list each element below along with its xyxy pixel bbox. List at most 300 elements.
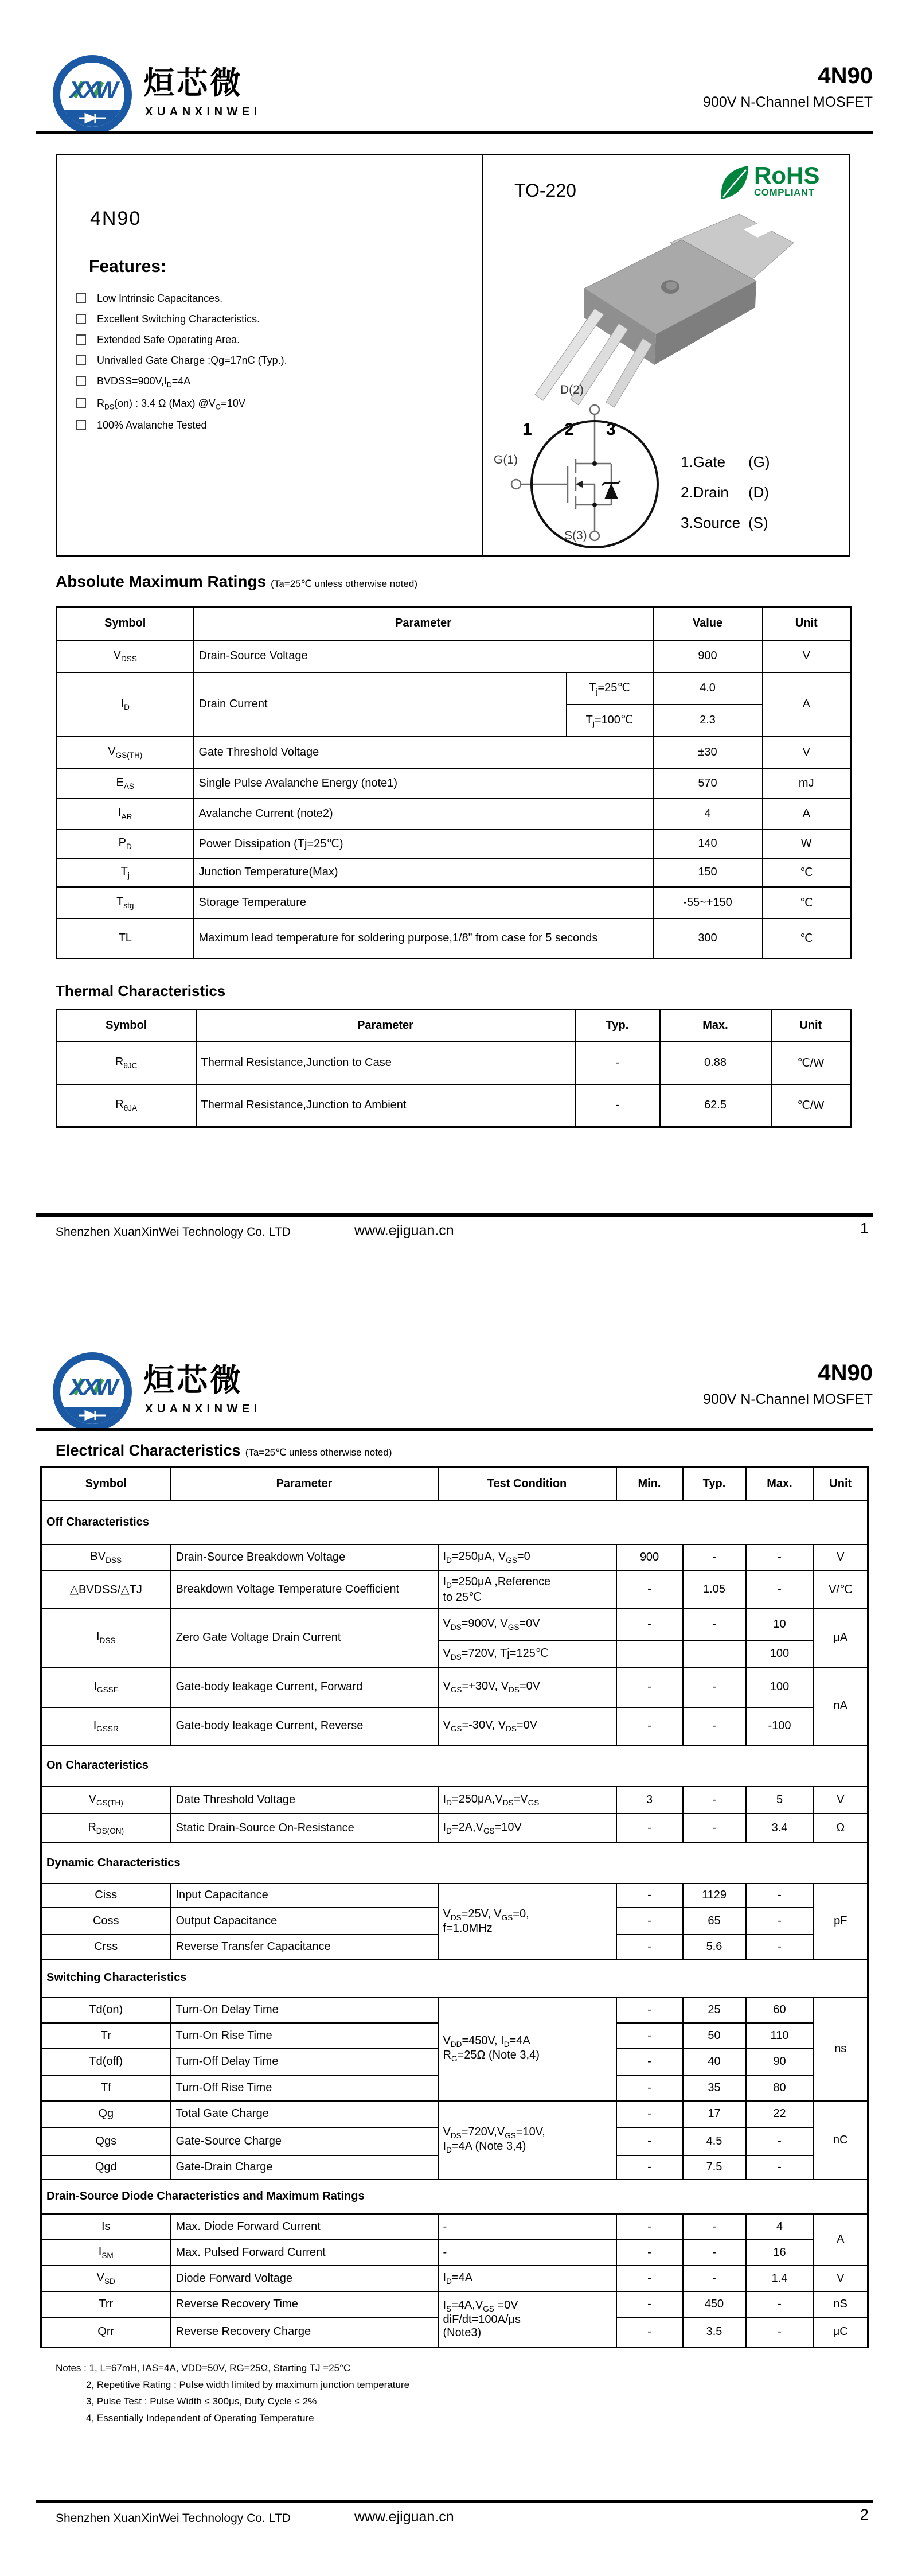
tl-value: 300	[653, 919, 763, 959]
bvdss-max: -	[746, 1544, 814, 1571]
rthjc-max: 0.88	[660, 1041, 771, 1084]
eas-value: 570	[653, 769, 763, 799]
gate-label: G(1)	[494, 453, 518, 466]
qrr-max: -	[746, 2317, 814, 2348]
vgsth-symbol: $V_{GS(TH)}$	[57, 737, 194, 769]
table-row	[57, 640, 851, 672]
trr-symbol: Trr	[41, 2291, 171, 2317]
col-min: Min.	[616, 1467, 683, 1501]
idss-typ-2	[683, 1641, 746, 1667]
igssf-parameter: Gate-body leakage Current, Forward	[171, 1667, 438, 1707]
charge-condition: $V_{DS}=720V,V_{GS}=10V$, $I_D=4A$ (Note 3,4)	[438, 2101, 616, 2180]
qgs-max: -	[746, 2127, 814, 2155]
qrr-min: -	[616, 2317, 683, 2348]
feature-item	[76, 355, 287, 367]
table-row	[41, 2240, 868, 2266]
rdson-condition: $I_D=2A,V_{GS}=10V$	[438, 1814, 616, 1843]
coss-max: -	[746, 1908, 814, 1935]
tdon-max: 60	[746, 1997, 814, 2023]
table-row	[57, 858, 851, 887]
ism-symbol: $I_{SM}$	[41, 2240, 171, 2266]
note-line: 2, Repetitive Rating : Pulse width limited by maximum junction temperature	[86, 2379, 410, 2390]
tdon-min: -	[616, 1997, 683, 2023]
elec-title-note: (Ta=25℃ unless otherwise noted)	[245, 1447, 392, 1458]
bvtc-typ: 1.05	[683, 1571, 746, 1609]
col-test-condition: Test Condition	[438, 1467, 616, 1501]
tf-min: -	[616, 2075, 683, 2101]
vsd-min: -	[616, 2266, 683, 2291]
tr-typ: 50	[683, 2023, 746, 2049]
bvdss-parameter: Drain-Source Breakdown Voltage	[171, 1544, 438, 1571]
tf-max: 80	[746, 2075, 814, 2101]
checkbox-icon	[76, 355, 86, 365]
crss-min: -	[616, 1935, 683, 1959]
brand-name-cn: 烜芯微	[143, 1363, 243, 1398]
header-rule	[36, 131, 873, 134]
vsd-parameter: Diode Forward Voltage	[171, 2266, 438, 2291]
tstg-unit: ℃	[763, 887, 851, 919]
tr-max: 110	[746, 2023, 814, 2049]
checkbox-icon	[76, 376, 86, 386]
part-number: 4N90	[818, 1360, 873, 1386]
feature-item	[76, 398, 287, 411]
checkbox-icon	[76, 314, 86, 324]
col-max: Max.	[660, 1010, 771, 1041]
diode-icon	[77, 112, 108, 124]
feature-item	[76, 334, 287, 346]
is-typ: -	[683, 2214, 746, 2240]
vdss-parameter: Drain-Source Voltage	[194, 640, 653, 672]
table-row	[41, 2266, 868, 2291]
bvtc-symbol: △BVDSS/△TJ	[41, 1571, 171, 1609]
rdson-min: -	[616, 1814, 683, 1843]
brand-name-en: XUANXINWEI	[145, 1403, 261, 1415]
tdoff-typ: 40	[683, 2049, 746, 2075]
col-parameter: Parameter	[196, 1010, 575, 1041]
ism-condition: -	[438, 2240, 616, 2266]
section-dynamic-characteristics: Dynamic Characteristics	[41, 1843, 868, 1884]
diode-current-unit: A	[814, 2214, 868, 2266]
id-cond-25: $T_j=25℃$	[567, 672, 653, 705]
rdson-parameter: Static Drain-Source On-Resistance	[171, 1814, 438, 1843]
qgd-typ: 7.5	[683, 2155, 746, 2180]
idss-max-2: 100	[746, 1641, 814, 1667]
rdson-typ: -	[683, 1814, 746, 1843]
page-2	[0, 1288, 910, 2576]
table-row	[57, 672, 851, 705]
vdss-symbol: $V_{DSS}$	[57, 640, 194, 672]
footer-rule	[36, 1213, 873, 1217]
table-row	[41, 1544, 868, 1571]
coss-typ: 65	[683, 1908, 746, 1935]
qg-max: 22	[746, 2101, 814, 2127]
id-cond-100: $T_j=100℃$	[567, 705, 653, 737]
vdss-value: 900	[653, 640, 763, 672]
vgsth-min: 3	[616, 1787, 683, 1814]
bvtc-parameter: Breakdown Voltage Temperature Coefficient	[171, 1571, 438, 1609]
electrical-table	[40, 1466, 869, 2348]
iar-symbol: $I_{AR}$	[57, 799, 194, 830]
coss-min: -	[616, 1908, 683, 1935]
table-row	[41, 1707, 868, 1745]
checkbox-icon	[76, 420, 86, 430]
feature-text: $R_{DS}(on)$ : 3.4 Ω (Max) $@V_G=10V$	[97, 397, 245, 411]
bvtc-min: -	[616, 1571, 683, 1609]
logo-abbr: XXW	[69, 1373, 116, 1400]
table-header-row	[41, 1467, 868, 1501]
table-row	[41, 1814, 868, 1843]
qgd-min: -	[616, 2155, 683, 2180]
igssf-symbol: $I_{GSSF}$	[41, 1667, 171, 1707]
pin-tag: (D)	[748, 484, 770, 501]
is-symbol: Is	[41, 2214, 171, 2240]
section-row	[41, 1745, 868, 1787]
igssr-parameter: Gate-body leakage Current, Reverse	[171, 1707, 438, 1745]
ciss-symbol: Ciss	[41, 1884, 171, 1908]
pin-tag: (S)	[748, 514, 768, 531]
col-parameter: Parameter	[171, 1467, 438, 1501]
rthjc-parameter: Thermal Resistance,Junction to Case	[196, 1041, 575, 1084]
footer-rule	[36, 2500, 873, 2503]
tdoff-max: 90	[746, 2049, 814, 2075]
table-row	[41, 1997, 868, 2023]
iar-value: 4	[653, 799, 763, 830]
section-off-characteristics: Off Characteristics	[41, 1501, 868, 1544]
qgd-parameter: Gate-Drain Charge	[171, 2155, 438, 2180]
rdson-unit: Ω	[814, 1814, 868, 1843]
bvdss-unit: V	[814, 1544, 868, 1571]
thermal-title: Thermal Characteristics	[56, 982, 226, 999]
tj-unit: ℃	[763, 858, 851, 887]
table-row	[57, 769, 851, 799]
qg-parameter: Total Gate Charge	[171, 2101, 438, 2127]
vgsth-unit: V	[814, 1787, 868, 1814]
vsd-max: 1.4	[746, 2266, 814, 2291]
feature-text: 100% Avalanche Tested	[97, 419, 207, 431]
crss-max: -	[746, 1935, 814, 1959]
col-typ: Typ.	[683, 1467, 746, 1501]
brand-name-en: XUANXINWEI	[145, 106, 261, 118]
table-header-row	[57, 607, 851, 640]
recovery-condition: $I_S=4A,V_{GS} =0V$ diF/dt=100A/μs (Note3)	[438, 2291, 616, 2348]
igssf-typ: -	[683, 1667, 746, 1707]
vgsth-parameter: Date Threshold Voltage	[171, 1787, 438, 1814]
tdoff-symbol: Td(off)	[41, 2049, 171, 2075]
vgsth-max: 5	[746, 1787, 814, 1814]
header-rule	[36, 1428, 873, 1431]
note-line: 4, Essentially Independent of Operating Temperature	[86, 2412, 314, 2423]
qgd-symbol: Qgd	[41, 2155, 171, 2180]
switching-unit: ns	[814, 1997, 868, 2101]
pin-list-item	[681, 453, 770, 471]
id-value-100: 2.3	[653, 705, 763, 737]
features-list	[76, 293, 287, 440]
rohs-subtitle: COMPLIANT	[754, 186, 815, 198]
pd-value: 140	[653, 830, 763, 858]
section-row	[41, 1501, 868, 1544]
vsd-symbol: $V_{SD}$	[41, 2266, 171, 2291]
vsd-condition: $I_D=4A$	[438, 2266, 616, 2291]
idss-typ-1: -	[683, 1609, 746, 1641]
feature-item	[76, 313, 287, 325]
bvdss-typ: -	[683, 1544, 746, 1571]
leaf-icon	[717, 164, 751, 202]
vdss-unit: V	[763, 640, 851, 672]
section-on-characteristics: On Characteristics	[41, 1745, 868, 1787]
rthjc-symbol: $R_{\theta JC}$	[57, 1041, 196, 1084]
tdon-symbol: Td(on)	[41, 1997, 171, 2023]
vgsth-unit: V	[763, 737, 851, 769]
switching-condition: $V_{DD}=450V$, $I_D=4A$ $R_G=25\Omega$ (Note 3,4)	[438, 1997, 616, 2101]
bvdss-min: 900	[616, 1544, 683, 1571]
igssf-max: 100	[746, 1667, 814, 1707]
rthjc-typ: -	[575, 1041, 660, 1084]
checkbox-icon	[76, 334, 86, 345]
coss-parameter: Output Capacitance	[171, 1908, 438, 1935]
charge-unit: nC	[814, 2101, 868, 2180]
tj-value: 150	[653, 858, 763, 887]
is-min: -	[616, 2214, 683, 2240]
rthja-symbol: $R_{\theta JA}$	[57, 1084, 196, 1127]
abs-max-title	[56, 573, 417, 591]
trr-unit: nS	[814, 2291, 868, 2317]
table-row	[41, 1571, 868, 1609]
rdson-symbol: $R_{DS(ON)}$	[41, 1814, 171, 1843]
vgsth-condition: $I_D=250\mu A,V_{DS}=V_{GS}$	[438, 1787, 616, 1814]
brand-name-cn: 烜芯微	[143, 66, 243, 100]
footer-company: Shenzhen XuanXinWei Technology Co. LTD	[56, 1225, 291, 1239]
rdson-max: 3.4	[746, 1814, 814, 1843]
bvtc-unit: V/℃	[814, 1571, 868, 1609]
idss-unit: μA	[814, 1609, 868, 1667]
qrr-parameter: Reverse Recovery Charge	[171, 2317, 438, 2348]
tf-typ: 35	[683, 2075, 746, 2101]
col-typ: Typ.	[575, 1010, 660, 1041]
id-parameter: Drain Current	[194, 672, 567, 737]
checkbox-icon	[76, 398, 86, 408]
drain-label: D(2)	[560, 383, 584, 396]
rohs-badge	[717, 164, 819, 202]
idss-max-1: 10	[746, 1609, 814, 1641]
idss-min-1: -	[616, 1609, 683, 1641]
rthja-unit: ℃/W	[771, 1084, 851, 1127]
capacitance-condition: $V_{DS}=25V$, $V_{GS}=0$, f=1.0MHz	[438, 1884, 616, 1959]
trr-max: -	[746, 2291, 814, 2317]
pd-symbol: $P_D$	[57, 830, 194, 858]
table-row	[41, 1609, 868, 1641]
iar-parameter: Avalanche Current (note2)	[194, 799, 653, 830]
footer-company: Shenzhen XuanXinWei Technology Co. LTD	[56, 2512, 291, 2525]
overview-part-number: 4N90	[90, 208, 142, 229]
table-row	[41, 2101, 868, 2127]
table-row	[57, 799, 851, 830]
footer-website: www.ejiguan.cn	[354, 1223, 454, 1239]
eas-symbol: $E_{AS}$	[57, 769, 194, 799]
idss-min-2	[616, 1641, 683, 1667]
checkbox-icon	[76, 293, 86, 303]
bvtc-max: -	[746, 1571, 814, 1609]
feature-item	[76, 375, 287, 389]
table-row	[41, 2214, 868, 2240]
tdon-typ: 25	[683, 1997, 746, 2023]
tj-parameter: Junction Temperature(Max)	[194, 858, 653, 887]
ism-min: -	[616, 2240, 683, 2266]
is-max: 4	[746, 2214, 814, 2240]
ism-parameter: Max. Pulsed Forward Current	[171, 2240, 438, 2266]
rthja-typ: -	[575, 1084, 660, 1127]
vgsth-parameter: Gate Threshold Voltage	[194, 737, 653, 769]
ciss-max: -	[746, 1884, 814, 1908]
id-value-25: 4.0	[653, 672, 763, 705]
feature-text: Extended Safe Operating Area.	[97, 334, 240, 345]
vgsth-typ: -	[683, 1787, 746, 1814]
tstg-value: -55~+150	[653, 887, 763, 919]
tf-parameter: Turn-Off Rise Time	[171, 2075, 438, 2101]
bvdss-symbol: $BV_{DSS}$	[41, 1544, 171, 1571]
qg-min: -	[616, 2101, 683, 2127]
table-row	[57, 887, 851, 919]
qgs-min: -	[616, 2127, 683, 2155]
qrr-symbol: Qrr	[41, 2317, 171, 2348]
col-symbol: Symbol	[41, 1467, 171, 1501]
idss-condition-2: $V_{DS}=720V$, Tj=125℃	[438, 1641, 616, 1667]
igssr-max: -100	[746, 1707, 814, 1745]
col-symbol: Symbol	[57, 1010, 196, 1041]
ism-max: 16	[746, 2240, 814, 2266]
bvtc-condition: $I_D=250\mu A$ ,Reference to 25℃	[438, 1571, 616, 1609]
igssf-min: -	[616, 1667, 683, 1707]
trr-parameter: Reverse Recovery Time	[171, 2291, 438, 2317]
vgsth-value: ±30	[653, 737, 763, 769]
logo-diode-band	[60, 1407, 124, 1424]
diode-icon	[77, 1410, 108, 1421]
crss-parameter: Reverse Transfer Capacitance	[171, 1935, 438, 1959]
iar-unit: A	[763, 799, 851, 830]
col-unit: Unit	[763, 607, 851, 640]
rthja-parameter: Thermal Resistance,Junction to Ambient	[196, 1084, 575, 1127]
brand-logo	[53, 55, 132, 134]
vgsth-symbol: $V_{GS(TH)}$	[41, 1787, 171, 1814]
package-name: TO-220	[514, 180, 576, 201]
qg-typ: 17	[683, 2101, 746, 2127]
tl-symbol: TL	[57, 919, 194, 959]
ciss-typ: 1129	[683, 1884, 746, 1908]
part-subtitle: 900V N-Channel MOSFET	[703, 94, 873, 110]
notes-block	[56, 2360, 409, 2426]
tstg-parameter: Storage Temperature	[194, 887, 653, 919]
logo-abbr: XXW	[69, 76, 116, 103]
note-line: 3, Pulse Test : Pulse Width ≤ 300μs, Duty Cycle ≤ 2%	[86, 2396, 317, 2407]
section-row	[41, 2180, 868, 2214]
is-parameter: Max. Diode Forward Current	[171, 2214, 438, 2240]
table-row	[57, 919, 851, 959]
tdon-parameter: Turn-On Delay Time	[171, 1997, 438, 2023]
pin-list-item	[681, 514, 770, 532]
qgd-max: -	[746, 2155, 814, 2180]
col-max: Max.	[746, 1467, 814, 1501]
features-title: Features:	[89, 257, 167, 276]
pd-unit: W	[763, 830, 851, 858]
id-symbol: $I_D$	[57, 672, 194, 737]
pin-name: 2.Drain	[681, 484, 729, 501]
is-condition: -	[438, 2214, 616, 2240]
feature-text: Excellent Switching Characteristics.	[97, 313, 260, 325]
feature-item	[76, 293, 287, 305]
source-label: S(3)	[564, 529, 587, 542]
igssr-condition: $V_{GS}=-30V$, $V_{DS}=0V$	[438, 1707, 616, 1745]
col-parameter: Parameter	[194, 607, 653, 640]
table-row	[41, 1667, 868, 1707]
abs-max-table	[56, 606, 852, 959]
eas-parameter: Single Pulse Avalanche Energy (note1)	[194, 769, 653, 799]
footer-page-number: 1	[860, 1220, 869, 1237]
pin-list-item	[681, 484, 770, 501]
qgs-typ: 4.5	[683, 2127, 746, 2155]
table-header-row	[57, 1010, 851, 1041]
idss-condition-1: $V_{DS}=900V$, $V_{GS}=0V$	[438, 1609, 616, 1641]
trr-typ: 450	[683, 2291, 746, 2317]
ciss-min: -	[616, 1884, 683, 1908]
tj-symbol: $T_j$	[57, 858, 194, 887]
col-symbol: Symbol	[57, 607, 194, 640]
rthja-max: 62.5	[660, 1084, 771, 1127]
pin-name: 3.Source	[681, 514, 741, 531]
part-subtitle: 900V N-Channel MOSFET	[703, 1391, 873, 1407]
feature-text: $BVDSS=900V,I_D=4A$	[97, 375, 191, 389]
col-unit: Unit	[814, 1467, 868, 1501]
vsd-typ: -	[683, 2266, 746, 2291]
igssr-min: -	[616, 1707, 683, 1745]
table-row	[57, 1084, 851, 1127]
thermal-table	[56, 1009, 852, 1128]
id-unit: A	[763, 672, 851, 737]
abs-max-title-note: (Ta=25℃ unless otherwise noted)	[271, 578, 417, 589]
tr-min: -	[616, 2023, 683, 2049]
pd-parameter: Power Dissipation (Tj=25℃)	[194, 830, 653, 858]
section-switching-characteristics: Switching Characteristics	[41, 1959, 868, 1997]
footer-website: www.ejiguan.cn	[354, 2509, 454, 2525]
abs-max-title-text: Absolute Maximum Ratings	[56, 573, 267, 590]
vsd-unit: V	[814, 2266, 868, 2291]
elec-title-text: Electrical Characteristics	[56, 1442, 241, 1459]
table-row	[57, 830, 851, 858]
tl-unit: ℃	[763, 919, 851, 959]
table-row	[41, 1787, 868, 1814]
tr-parameter: Turn-On Rise Time	[171, 2023, 438, 2049]
idss-parameter: Zero Gate Voltage Drain Current	[171, 1609, 438, 1667]
igssf-condition: $V_{GS}=+30V$, $V_{DS}=0V$	[438, 1667, 616, 1707]
capacitance-unit: pF	[814, 1884, 868, 1959]
bvdss-condition: $I_D=250\mu A$, $V_{GS}=0$	[438, 1544, 616, 1571]
qrr-unit: μC	[814, 2317, 868, 2348]
crss-symbol: Crss	[41, 1935, 171, 1959]
pin-numbers: 1 2 3	[522, 420, 630, 439]
section-row	[41, 1843, 868, 1884]
rohs-title: RoHS	[754, 162, 820, 189]
tl-parameter: Maximum lead temperature for soldering purpose,1/8” from case for 5 seconds	[194, 919, 653, 959]
ciss-parameter: Input Capacitance	[171, 1884, 438, 1908]
igss-unit: nA	[814, 1667, 868, 1745]
table-row	[57, 737, 851, 769]
igssr-typ: -	[683, 1707, 746, 1745]
feature-text: Low Intrinsic Capacitances.	[97, 293, 223, 304]
part-number: 4N90	[818, 63, 873, 88]
pin-list	[681, 453, 770, 544]
coss-symbol: Coss	[41, 1908, 171, 1935]
table-row	[57, 1041, 851, 1084]
qgs-parameter: Gate-Source Charge	[171, 2127, 438, 2155]
igssr-symbol: $I_{GSSR}$	[41, 1707, 171, 1745]
